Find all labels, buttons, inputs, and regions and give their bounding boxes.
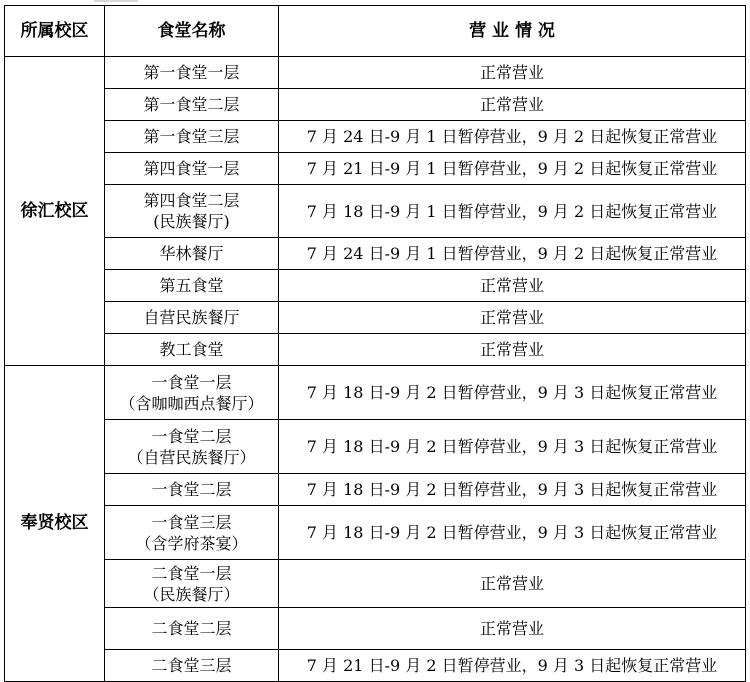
table-row	[5, 270, 746, 302]
table-row	[5, 608, 746, 650]
canteen-name-cell	[105, 608, 279, 650]
canteen-name-cell	[105, 238, 279, 270]
canteen-name-cell	[105, 506, 279, 560]
table-row	[5, 420, 746, 474]
canteen-name-cell	[105, 474, 279, 506]
table-row	[5, 650, 746, 682]
canteen-name: 二食堂一层	[151, 563, 232, 583]
table-row	[5, 89, 746, 121]
status-cell: 正常营业	[279, 560, 746, 608]
status-cell: 正常营业	[279, 608, 746, 650]
header-canteen-name: 食堂名称	[105, 6, 279, 57]
canteen-name-cell	[105, 420, 279, 474]
canteen-name: 二食堂三层	[151, 656, 232, 675]
canteen-name: 一食堂一层	[151, 372, 232, 392]
canteen-name-cell	[105, 185, 279, 238]
top-edge-fragment	[94, 0, 138, 2]
status-cell: 正常营业	[279, 89, 746, 121]
campus-cell: 徐汇校区	[5, 57, 105, 366]
table-row	[5, 153, 746, 185]
canteen-name-cell	[105, 270, 279, 302]
canteen-name: 二食堂二层	[151, 619, 232, 638]
canteen-name-cell	[105, 366, 279, 420]
canteen-name: 第四食堂一层	[143, 159, 240, 178]
status-cell: 7 月 18 日-9 月 2 日暂停营业，9 月 3 日起恢复正常营业	[279, 474, 746, 506]
canteen-name-cell	[105, 334, 279, 366]
status-cell: 正常营业	[279, 270, 746, 302]
status-cell: 7 月 24 日-9 月 1 日暂停营业，9 月 2 日起恢复正常营业	[279, 121, 746, 153]
canteen-hours-table	[4, 5, 746, 682]
status-cell: 正常营业	[279, 302, 746, 334]
table-row	[5, 506, 746, 560]
header-row	[5, 6, 746, 57]
campus-cell: 奉贤校区	[5, 366, 105, 682]
canteen-name: 第四食堂二层	[143, 191, 240, 210]
status-cell: 7 月 24 日-9 月 1 日暂停营业，9 月 2 日起恢复正常营业	[279, 238, 746, 270]
table-row	[5, 121, 746, 153]
status-cell: 7 月 18 日-9 月 2 日暂停营业，9 月 3 日起恢复正常营业	[279, 420, 746, 474]
table-row	[5, 334, 746, 366]
canteen-name-note: （含学府茶宴）	[135, 533, 248, 553]
status-cell: 正常营业	[279, 57, 746, 89]
canteen-name-note: （自营民族餐厅）	[127, 447, 256, 467]
canteen-name: 第一食堂一层	[143, 63, 240, 82]
status-cell: 7 月 21 日-9 月 1 日暂停营业，9 月 2 日起恢复正常营业	[279, 153, 746, 185]
canteen-name: 一食堂二层	[151, 480, 232, 499]
table-row	[5, 57, 746, 89]
canteen-name: 一食堂二层	[151, 426, 232, 446]
table-body	[5, 57, 746, 682]
header-campus: 所属校区	[5, 6, 105, 57]
canteen-name-note: （含咖咖西点餐厅）	[119, 393, 264, 413]
status-cell: 7 月 21 日-9 月 2 日暂停营业，9 月 3 日起恢复正常营业	[279, 650, 746, 682]
canteen-name: 华林餐厅	[159, 244, 224, 263]
canteen-name-note: （民族餐厅）	[143, 584, 240, 604]
canteen-name-note: (民族餐厅)	[153, 212, 230, 231]
table-row	[5, 185, 746, 238]
status-cell: 正常营业	[279, 334, 746, 366]
canteen-name-cell	[105, 57, 279, 89]
canteen-name-cell	[105, 121, 279, 153]
canteen-name: 教工食堂	[159, 340, 224, 359]
status-cell: 7 月 18 日-9 月 2 日暂停营业，9 月 3 日起恢复正常营业	[279, 366, 746, 420]
header-status: 营 业 情 况	[279, 6, 746, 57]
table-row	[5, 302, 746, 334]
status-cell: 7 月 18 日-9 月 2 日暂停营业，9 月 3 日起恢复正常营业	[279, 506, 746, 560]
table-row	[5, 366, 746, 420]
status-cell: 7 月 18 日-9 月 1 日暂停营业，9 月 2 日起恢复正常营业	[279, 185, 746, 238]
canteen-name-cell	[105, 302, 279, 334]
canteen-name-cell	[105, 89, 279, 121]
table-row	[5, 560, 746, 608]
canteen-name: 第五食堂	[159, 276, 224, 295]
canteen-name: 第一食堂二层	[143, 95, 240, 114]
canteen-name: 第一食堂三层	[143, 127, 240, 146]
canteen-name: 自营民族餐厅	[143, 308, 240, 327]
table-row	[5, 474, 746, 506]
canteen-name: 一食堂三层	[151, 512, 232, 532]
table-row	[5, 238, 746, 270]
canteen-name-cell	[105, 153, 279, 185]
canteen-name-cell	[105, 560, 279, 608]
canteen-name-cell	[105, 650, 279, 682]
